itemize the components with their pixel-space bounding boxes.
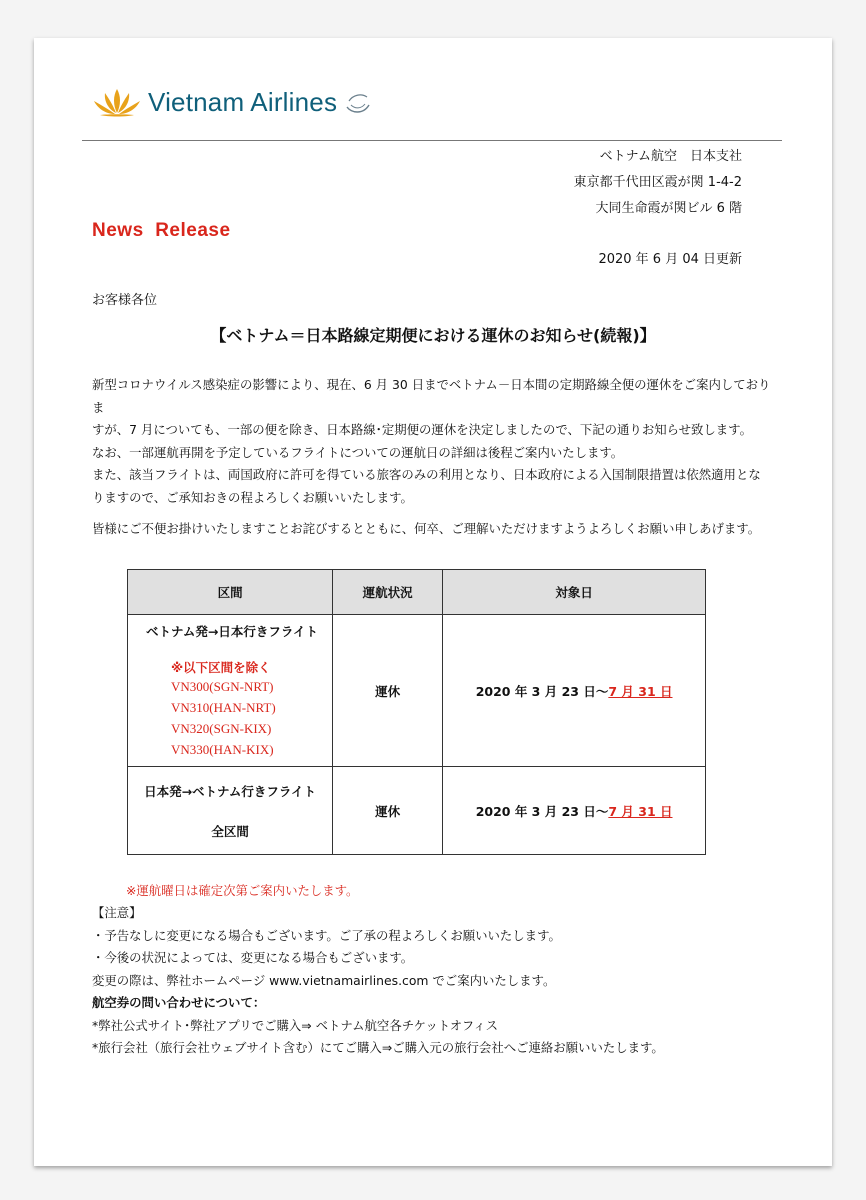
header-route: 区間 xyxy=(128,570,333,615)
flight-item: VN300(SGN-NRT) xyxy=(171,678,274,694)
table-header-row xyxy=(128,570,706,615)
flight-item: VN320(SGN-KIX) xyxy=(171,720,272,736)
notes-title: 【注意】 xyxy=(92,905,142,920)
skyteam-icon xyxy=(341,85,375,119)
date-end: 7 月 31 日 xyxy=(608,683,673,699)
route-title: 日本発→ベトナム行きフライト xyxy=(144,783,317,799)
body-line: 新型コロナウイルス感染症の影響により、現在、6 月 30 日までベトナム－日本間の定期路線全便の運休をご案内しておりま xyxy=(92,377,771,415)
lotus-icon xyxy=(92,87,142,117)
route-scope: 全区間 xyxy=(211,823,249,839)
status-cell: 運休 xyxy=(333,767,443,855)
schedule-note: ※運航曜日は確定次第ご案内いたします。 xyxy=(126,883,359,898)
apology-text: 皆様にご不便お掛けいたしますことお詫びするとともに、何卒、ご理解いただけますようよろしくお願い申しあげます。 xyxy=(92,521,761,536)
notice-heading: 【ベトナム＝日本路線定期便における運休のお知らせ(続報)】 xyxy=(210,326,656,345)
table-row xyxy=(128,767,706,855)
notice-body xyxy=(92,374,782,509)
exception-label: ※以下区間を除く xyxy=(171,659,271,675)
address-line: ベトナム航空 日本支社 xyxy=(599,149,742,164)
flight-item: VN310(HAN-NRT) xyxy=(171,699,276,715)
date-cell xyxy=(443,615,706,767)
address-line: 東京都千代田区霞が関 1-4-2 xyxy=(573,175,742,190)
header-status: 運航状況 xyxy=(333,570,443,615)
note-item: ・今後の状況によっては、変更になる場合もございます。 xyxy=(92,950,414,965)
inquiry-item: *旅行会社（旅行会社ウェブサイト含む）にてご購入⇒ご購入元の旅行会社へご連絡お願いいたします。 xyxy=(92,1040,664,1055)
update-date: 2020 年 6 月 04 日更新 xyxy=(598,252,742,267)
date-cell xyxy=(443,767,706,855)
news-release-label: News Release xyxy=(92,220,231,241)
inquiry-title: 航空券の問い合わせについて： xyxy=(92,995,266,1010)
table-row xyxy=(128,615,706,767)
body-line: すが、7 月についても、一部の便を除き、日本路線･定期便の運休を決定しましたので、下記の通りお知らせ致します。 xyxy=(92,422,752,437)
route-cell xyxy=(128,767,333,855)
date-end: 7 月 31 日 xyxy=(608,803,673,819)
office-address xyxy=(574,144,742,222)
header-divider xyxy=(82,140,782,141)
header-dates: 対象日 xyxy=(443,570,706,615)
flight-item: VN330(HAN-KIX) xyxy=(171,741,274,757)
notes-section xyxy=(92,902,812,1060)
body-line: なお、一部運航再開を予定しているフライトについての運航日の詳細は後程ご案内いたします。 xyxy=(92,444,624,460)
address-line: 大同生命霞が関ビル 6 階 xyxy=(595,201,742,216)
date-start: 2020 年 3 月 23 日～ xyxy=(475,683,609,699)
suspension-table xyxy=(127,569,706,855)
vietnam-airlines-logo xyxy=(92,82,375,122)
inquiry-item: *弊社公式サイト･弊社アプリでご購入⇒ ベトナム航空各チケットオフィス xyxy=(92,1017,498,1033)
brand-name: Vietnam Airlines xyxy=(148,86,338,117)
route-title: ベトナム発→日本行きフライト xyxy=(146,623,318,639)
note-item: 変更の際は、弊社ホームページ www.vietnamairlines.com でご案内いたします。 xyxy=(92,972,556,988)
status-cell: 運休 xyxy=(333,615,443,767)
body-line: りますので、ご承知おきの程よろしくお願いいたします。 xyxy=(92,489,413,505)
date-start: 2020 年 3 月 23 日～ xyxy=(475,803,609,819)
document-page xyxy=(34,38,832,1166)
note-item: ・予告なしに変更になる場合もございます。ご了承の程よろしくお願いいたします。 xyxy=(92,927,561,943)
route-cell xyxy=(128,615,333,767)
exception-flights xyxy=(128,676,332,760)
body-line: また、該当フライトは、両国政府に許可を得ている旅客のみの利用となり、日本政府による入国制限措置は依然適用とな xyxy=(92,467,761,482)
salutation: お客様各位 xyxy=(92,293,158,308)
